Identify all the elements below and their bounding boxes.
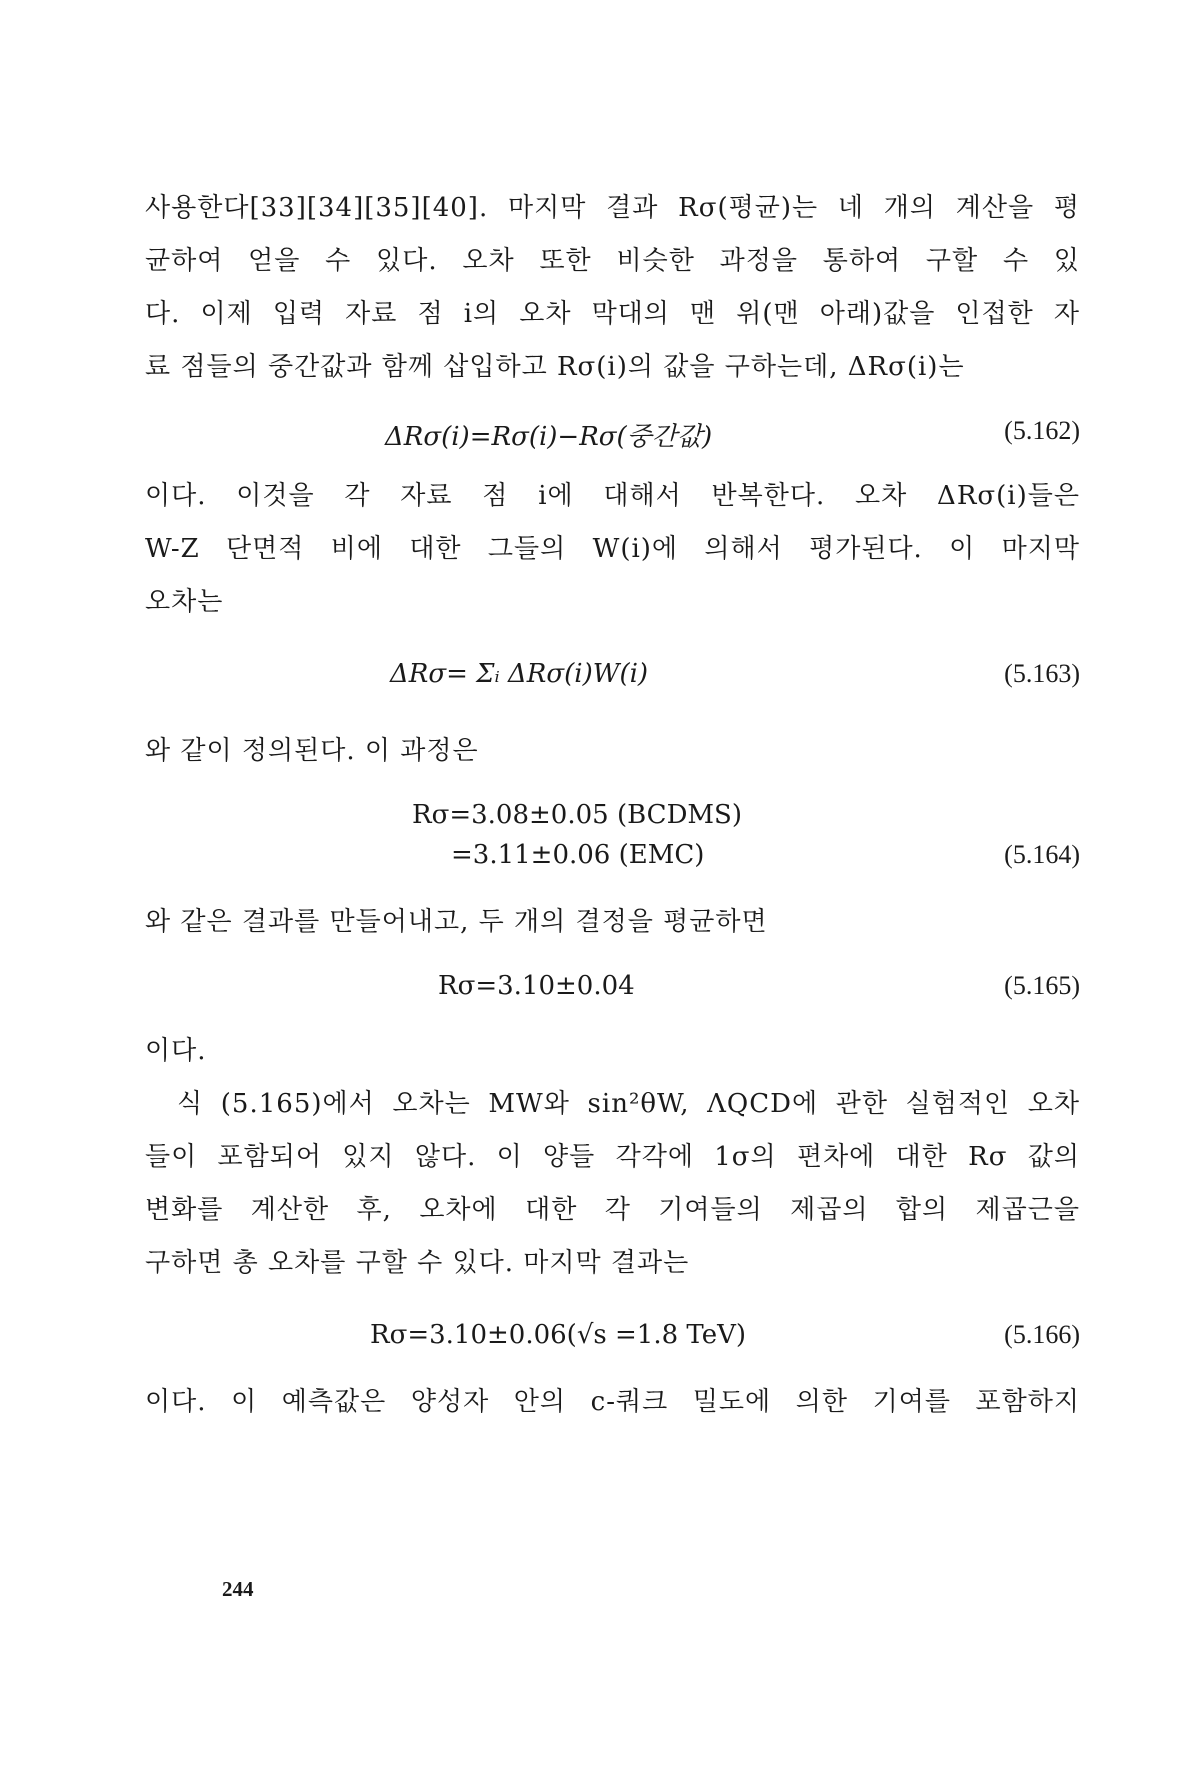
page-number: 244 — [222, 1577, 254, 1601]
equation-5-162 — [145, 394, 1080, 470]
text-line: 다. 이제 입력 자료 점 i의 오차 막대의 맨 위(맨 아래)값을 인접한 자 — [145, 299, 1080, 329]
equation-line-2: =3.11±0.06 (EMC) — [451, 840, 705, 870]
text-line: 들이 포함되어 있지 않다. 이 양들 각각에 1σ의 편차에 대한 Rσ 값의 — [145, 1142, 1080, 1172]
equation-number: (5.162) — [1004, 416, 1080, 445]
text-line: 균하여 얻을 수 있다. 오차 또한 비슷한 과정을 통하여 구할 수 있 — [145, 246, 1080, 276]
text-line: 와 같은 결과를 만들어내고, 두 개의 결정을 평균하면 — [145, 907, 768, 937]
text-line: 이다. — [145, 1036, 207, 1066]
text-line: 오차는 — [145, 587, 224, 617]
equation-body: Rσ=3.10±0.06(√s =1.8 TeV) — [370, 1320, 747, 1350]
paragraph-6 — [145, 1078, 1080, 1290]
equation-body: ΔRσ= Σᵢ ΔRσ(i)W(i) — [390, 659, 649, 689]
equation-number: (5.165) — [1004, 971, 1080, 1000]
equation-5-163 — [145, 629, 1080, 725]
text-line: 이다. 이 예측값은 양성자 안의 c-쿼크 밀도에 의한 기여를 포함하지 — [145, 1387, 1080, 1417]
text-line: 이다. 이것을 각 자료 점 i에 대해서 반복한다. 오차 ΔRσ(i)들은 — [145, 481, 1080, 511]
text-line: 식 (5.165)에서 오차는 MW와 sin²θW, ΛQCD에 관한 실험적인 오차 — [177, 1089, 1080, 1119]
paragraph-3 — [145, 725, 1080, 778]
equation-line-1: Rσ=3.08±0.05 (BCDMS) — [412, 800, 742, 830]
equation-number: (5.166) — [1004, 1320, 1080, 1349]
paragraph-2 — [145, 470, 1080, 629]
equation-5-165 — [145, 949, 1080, 1025]
text-line: 료 점들의 중간값과 함께 삽입하고 Rσ(i)의 값을 구하는데, ΔRσ(i)는 — [145, 352, 965, 382]
text-line: 구하면 총 오차를 구할 수 있다. 마지막 결과는 — [145, 1248, 690, 1278]
paragraph-4 — [145, 896, 1080, 949]
paragraph-5 — [145, 1025, 1080, 1078]
text-line: W-Z 단면적 비에 대한 그들의 W(i)에 의해서 평가된다. 이 마지막 — [145, 534, 1080, 564]
equation-5-164 — [145, 778, 1080, 896]
paragraph-7 — [145, 1376, 1080, 1429]
equation-body: ΔRσ(i)=Rσ(i)−Rσ(중간값) — [385, 422, 713, 452]
page-body — [145, 182, 1080, 1429]
text-line: 사용한다[33][34][35][40]. 마지막 결과 Rσ(평균)는 네 개의 계산을 평 — [145, 193, 1080, 223]
equation-body: Rσ=3.10±0.04 — [438, 971, 635, 1001]
paragraph-1 — [145, 182, 1080, 394]
equation-5-166 — [145, 1290, 1080, 1376]
equation-number: (5.164) — [1004, 840, 1080, 869]
text-line: 와 같이 정의된다. 이 과정은 — [145, 736, 479, 766]
equation-number: (5.163) — [1004, 659, 1080, 688]
text-line: 변화를 계산한 후, 오차에 대한 각 기여들의 제곱의 합의 제곱근을 — [145, 1195, 1080, 1225]
